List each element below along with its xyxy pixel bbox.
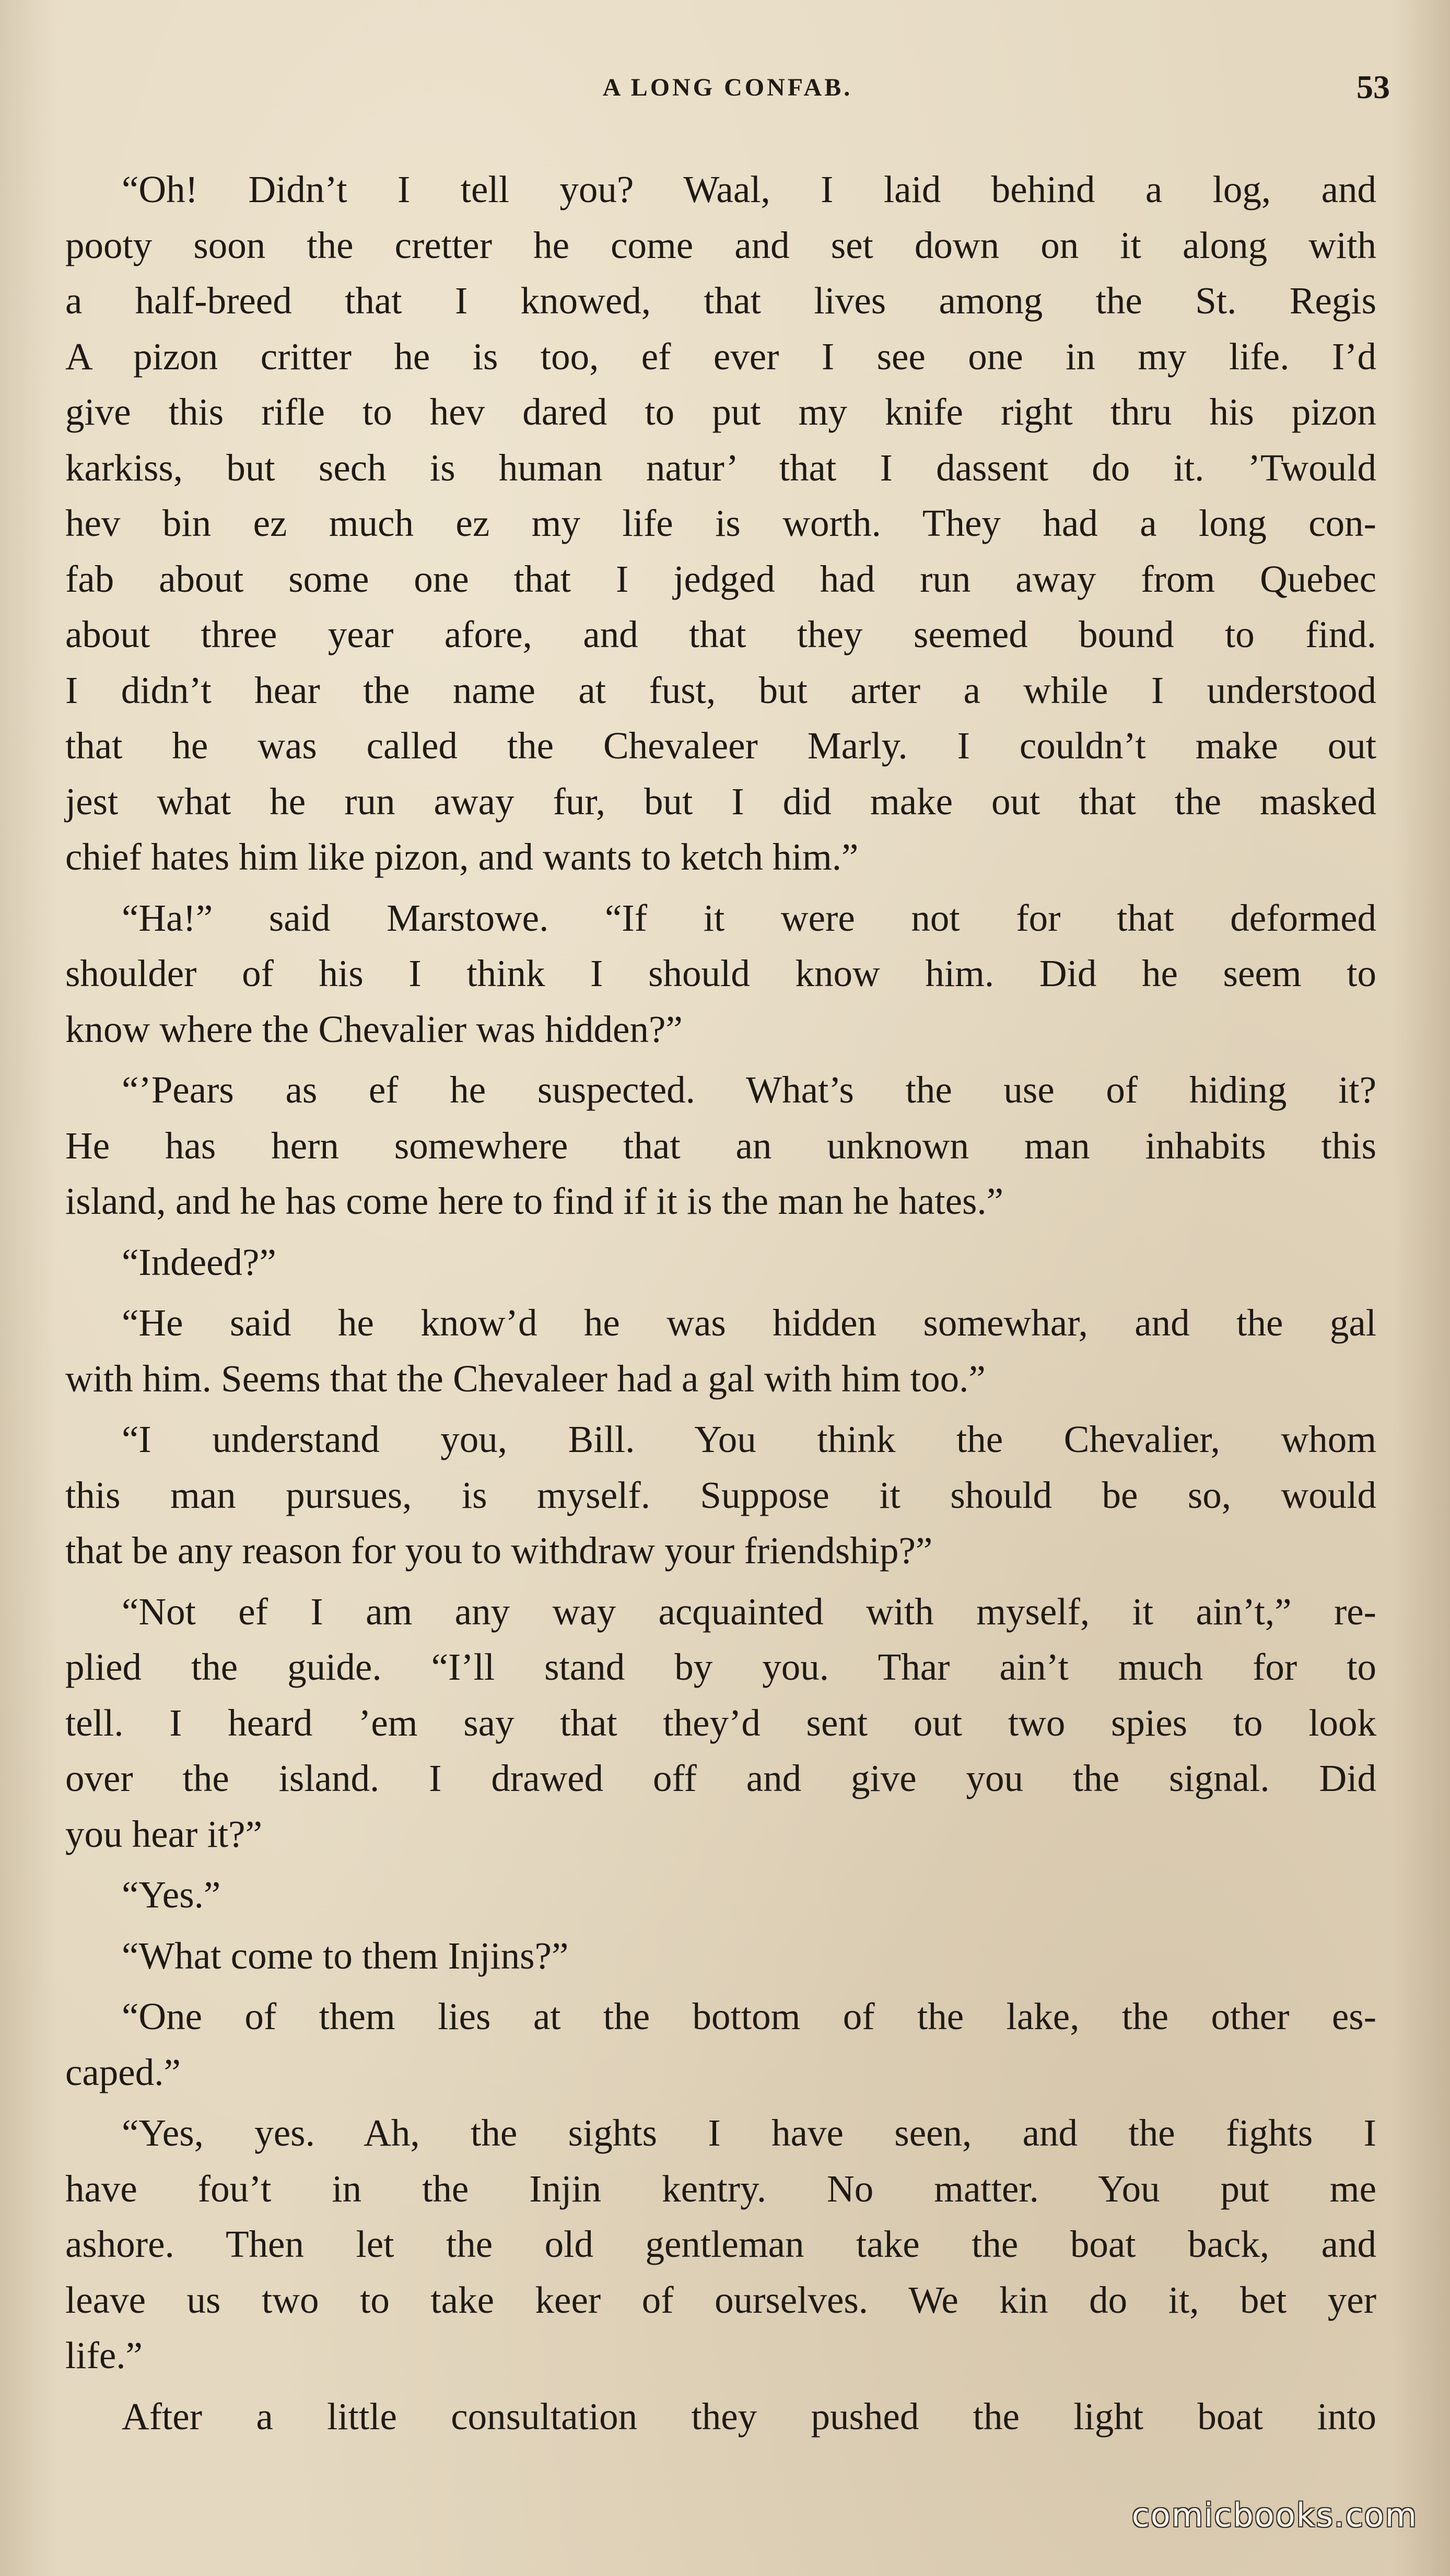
paragraph (65, 162, 1376, 885)
running-head (65, 68, 1390, 125)
paragraph (65, 1235, 1376, 1291)
text-line: “Not ef I am any way acquainted with myself, it ain’t,” re- (122, 1590, 1376, 1633)
text-line: have fou’t in the Injin kentry. No matter. You put me (65, 2167, 1376, 2210)
text-line: “I understand you, Bill. You think the Chevalier, whom (122, 1418, 1376, 1460)
paragraph (65, 1584, 1376, 1863)
text-line: with him. Seems that the Chevaleer had a gal with him too.” (65, 1357, 986, 1400)
paragraph (65, 1928, 1376, 1984)
text-line: “Indeed?” (122, 1240, 276, 1283)
paragraph (65, 1867, 1376, 1923)
watermark: comicbooks.com (1131, 2496, 1418, 2534)
text-line: give this rifle to hev dared to put my knife right thru his pizon (65, 391, 1376, 433)
chapter-title: A LONG CONFAB. (602, 74, 853, 101)
paragraph (65, 2389, 1376, 2445)
text-line: “Yes, yes. Ah, the sights I have seen, and the fights I (122, 2112, 1376, 2154)
text-line: plied the guide. “I’ll stand by you. Thar ain’t much for to (65, 1646, 1376, 1688)
text-line: “Yes.” (122, 1874, 221, 1916)
text-line: “What come to them Injins?” (122, 1934, 569, 1977)
text-line: over the island. I drawed off and give you the signal. Did (65, 1757, 1376, 1799)
text-line: that be any reason for you to withdraw your friendship?” (65, 1529, 933, 1572)
text-line: “’Pears as ef he suspected. What’s the use of hiding it? (122, 1069, 1376, 1111)
text-line: jest what he run away fur, but I did make out that the masked (65, 780, 1376, 823)
text-line: He has hern somewhere that an unknown man inhabits this (65, 1124, 1376, 1167)
text-line: karkiss, but sech is human natur’ that I dassent do it. ’Twould (65, 446, 1376, 489)
text-line: life.” (65, 2334, 143, 2376)
text-line: know where the Chevalier was hidden?” (65, 1008, 683, 1050)
text-line: that he was called the Chevaleer Marly. I couldn’t make out (65, 724, 1376, 767)
text-line: pooty soon the cretter he come and set down on it along with (65, 224, 1376, 266)
text-line: ashore. Then let the old gentleman take the boat back, and (65, 2223, 1376, 2265)
text-line: tell. I heard ’em say that they’d sent out two spies to look (65, 1701, 1376, 1744)
text-line: caped.” (65, 2051, 181, 2093)
paragraph (65, 1062, 1376, 1230)
page-number: 53 (1357, 68, 1390, 106)
text-line: leave us two to take keer of ourselves. We kin do it, bet yer (65, 2278, 1376, 2321)
text-line: fab about some one that I jedged had run away from Quebec (65, 557, 1376, 600)
paragraph (65, 1295, 1376, 1407)
paragraph (65, 2105, 1376, 2384)
paragraph (65, 1412, 1376, 1579)
text-line: “He said he know’d he was hidden somewhar, and the gal (122, 1302, 1376, 1344)
text-line: you hear it?” (65, 1812, 262, 1855)
text-line: A pizon critter he is too, ef ever I see one in my life. I’d (65, 335, 1376, 378)
text-line: “One of them lies at the bottom of the lake, the other es- (122, 1995, 1376, 2038)
paragraph (65, 891, 1376, 1058)
body-text (65, 162, 1376, 2450)
text-line: this man pursues, is myself. Suppose it should be so, would (65, 1473, 1376, 1516)
text-line: about three year afore, and that they seemed bound to find. (65, 613, 1376, 655)
text-line: shoulder of his I think I should know him. Did he seem to (65, 952, 1376, 994)
text-line: I didn’t hear the name at fust, but arter a while I understood (65, 669, 1376, 711)
paragraph (65, 1989, 1376, 2100)
text-line: a half-breed that I knowed, that lives among the St. Regis (65, 279, 1376, 322)
text-line: island, and he has come here to find if it is the man he hates.” (65, 1180, 1004, 1222)
text-line: “Ha!” said Marstowe. “If it were not for that deformed (122, 896, 1376, 939)
text-line: chief hates him like pizon, and wants to ketch him.” (65, 836, 859, 878)
text-line: “Oh! Didn’t I tell you? Waal, I laid behind a log, and (122, 168, 1376, 210)
text-line: hev bin ez much ez my life is worth. They had a long con- (65, 502, 1376, 544)
text-line: After a little consultation they pushed the light boat into (122, 2395, 1376, 2438)
